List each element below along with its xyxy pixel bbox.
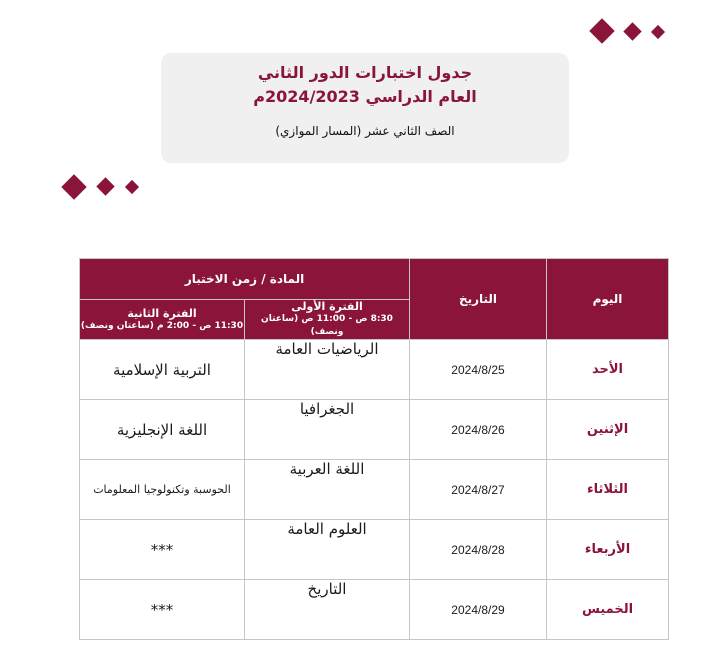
- exam-schedule-table: [79, 258, 669, 640]
- cell-period-2: ***: [80, 580, 245, 640]
- cell-date: 2024/8/27: [410, 460, 547, 520]
- header-day: اليوم: [547, 259, 669, 340]
- period-1-time: 8:30 ص - 11:00 ص (ساعتان ونصف): [261, 314, 393, 337]
- cell-day: الأحد: [547, 340, 669, 400]
- period-2-label: الفترة الثانية: [127, 306, 197, 320]
- cell-day: الخميس: [547, 580, 669, 640]
- table-row: [80, 460, 669, 520]
- cell-day: الأربعاء: [547, 520, 669, 580]
- header-period-2: [80, 300, 245, 340]
- header-box: [161, 53, 569, 163]
- cell-date: 2024/8/29: [410, 580, 547, 640]
- cell-period-1: التاريخ: [245, 580, 410, 640]
- table-row: [80, 400, 669, 460]
- cell-period-1: الجغرافيا: [245, 400, 410, 460]
- cell-date: 2024/8/25: [410, 340, 547, 400]
- cell-period-2: التربية الإسلامية: [80, 340, 245, 400]
- cell-date: 2024/8/26: [410, 400, 547, 460]
- cell-period-1: العلوم العامة: [245, 520, 410, 580]
- cell-period-2: ***: [80, 520, 245, 580]
- table-row: [80, 520, 669, 580]
- header-date: التاريخ: [410, 259, 547, 340]
- period-2-time: 11:30 ص - 2:00 م (ساعتان ونصف): [80, 320, 244, 331]
- cell-period-2: اللغة الإنجليزية: [80, 400, 245, 460]
- table-row: [80, 580, 669, 640]
- cell-date: 2024/8/28: [410, 520, 547, 580]
- cell-period-1: الرياضيات العامة: [245, 340, 410, 400]
- grade-label: الصف الثاني عشر (المسار الموازي): [275, 124, 455, 138]
- cell-day: الثلاثاء: [547, 460, 669, 520]
- page-title: جدول اختبارات الدور الثاني: [257, 63, 473, 82]
- cell-day: الإثنين: [547, 400, 669, 460]
- period-1-label: الفترة الأولى: [291, 300, 363, 313]
- academic-year: العام الدراسي 2024/2023م: [253, 87, 477, 106]
- header-subject-time: المادة / زمن الاختبار: [80, 259, 410, 300]
- table-row: [80, 340, 669, 400]
- header-period-1: [245, 300, 410, 340]
- cell-period-2: الحوسبة وتكنولوجيا المعلومات: [80, 460, 245, 520]
- cell-period-1: اللغة العربية: [245, 460, 410, 520]
